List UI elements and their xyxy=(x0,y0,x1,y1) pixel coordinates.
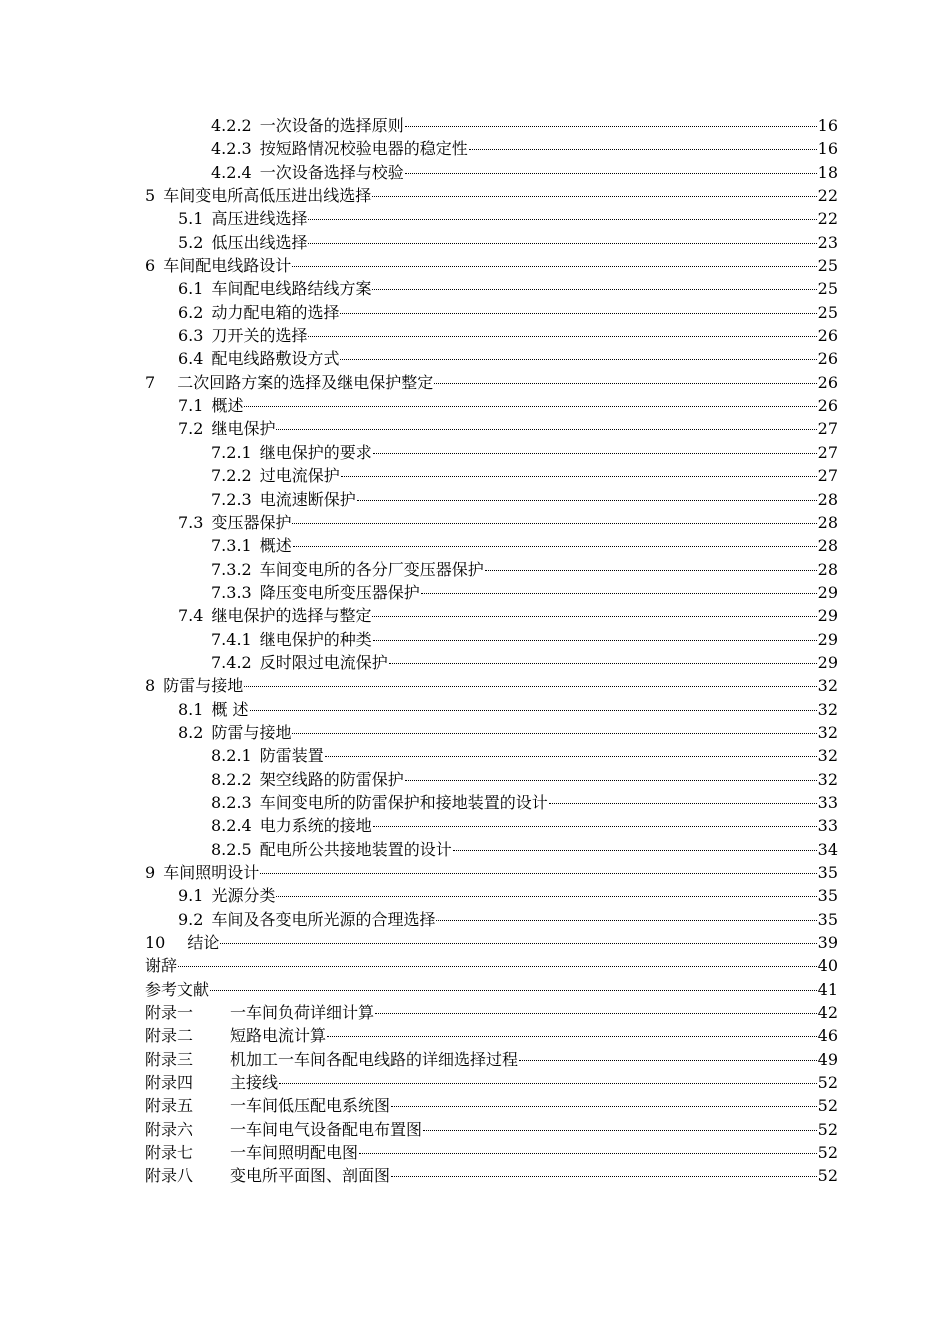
toc-entry-title: 一车间低压配电系统图 xyxy=(230,1096,391,1116)
toc-page-number: 42 xyxy=(817,1003,838,1023)
toc-entry[interactable] xyxy=(145,884,838,907)
toc-entry-number: 10 xyxy=(145,933,166,953)
toc-page-number: 35 xyxy=(817,863,838,882)
toc-entry-number: 8.2.4 xyxy=(211,816,252,836)
toc-entry-title: 短路电流计算 xyxy=(230,1026,327,1046)
toc-entry-title: 反时限过电流保护 xyxy=(259,652,388,672)
toc-page-number: 28 xyxy=(817,512,838,532)
toc-entry-number: 7.4.1 xyxy=(211,629,252,649)
toc-page-number: 32 xyxy=(817,769,838,789)
toc-entry-number: 6.2 xyxy=(178,302,204,322)
toc-entry[interactable] xyxy=(145,978,838,1001)
toc-entry-title: 参考文献 xyxy=(145,979,210,999)
toc-dot-leader xyxy=(423,1129,817,1131)
toc-entry-title: 二次回路方案的选择及继电保护整定 xyxy=(177,372,434,392)
toc-page-number: 22 xyxy=(817,186,838,206)
toc-entry[interactable] xyxy=(145,838,838,861)
toc-entry-number: 8.2.5 xyxy=(211,839,252,859)
toc-entry-number: 6.1 xyxy=(178,279,204,299)
toc-dot-leader xyxy=(276,428,816,430)
toc-entry-title: 车间变电所的各分厂变压器保护 xyxy=(259,559,484,579)
toc-entry-title: 变压器保护 xyxy=(211,512,292,532)
toc-entry-number: 9.2 xyxy=(178,909,204,929)
toc-dot-leader xyxy=(485,569,817,571)
toc-entry-title: 一车间负荷详细计算 xyxy=(230,1003,375,1023)
toc-page-number: 35 xyxy=(817,886,838,906)
toc-entry[interactable] xyxy=(145,744,838,767)
toc-entry-number: 8.2.1 xyxy=(211,746,252,766)
toc-entry-title: 架空线路的防雷保护 xyxy=(259,769,404,789)
toc-entry[interactable] xyxy=(145,231,838,254)
toc-dot-leader xyxy=(250,709,817,711)
toc-entry[interactable] xyxy=(145,1094,838,1117)
toc-dot-leader xyxy=(276,895,816,897)
toc-entry-number: 7.3.1 xyxy=(211,536,252,556)
toc-dot-leader xyxy=(292,265,816,267)
toc-entry-title: 概 述 xyxy=(211,699,249,719)
toc-page-number: 32 xyxy=(817,722,838,742)
toc-page-number: 26 xyxy=(817,349,838,369)
toc-entry[interactable] xyxy=(145,1024,838,1047)
toc-entry[interactable] xyxy=(145,1118,838,1141)
toc-entry-number: 4.2.3 xyxy=(211,139,252,159)
toc-page-number: 26 xyxy=(817,396,838,416)
toc-appendix-label: 附录八 xyxy=(145,1166,194,1186)
toc-entry-number: 7.2.1 xyxy=(211,442,252,462)
toc-entry[interactable] xyxy=(145,371,838,394)
toc-dot-leader xyxy=(308,242,816,244)
toc-dot-leader xyxy=(391,1105,817,1107)
toc-entry-title: 刀开关的选择 xyxy=(211,326,308,346)
toc-appendix-label: 附录二 xyxy=(145,1026,194,1046)
toc-entry[interactable] xyxy=(145,814,838,837)
toc-entry-title: 配电所公共接地装置的设计 xyxy=(259,839,452,859)
toc-entry-number: 8 xyxy=(145,676,156,696)
toc-entry-title: 动力配电箱的选择 xyxy=(211,302,340,322)
toc-appendix-label: 附录七 xyxy=(145,1143,194,1163)
toc-entry-number: 8.2 xyxy=(178,722,204,742)
toc-dot-leader xyxy=(372,288,816,290)
toc-dot-leader xyxy=(421,592,817,594)
toc-entry[interactable] xyxy=(145,417,838,440)
toc-dot-leader xyxy=(373,825,817,827)
toc-dot-leader xyxy=(373,452,817,454)
toc-entry[interactable] xyxy=(145,721,838,744)
toc-entry-title: 车间及各变电所光源的合理选择 xyxy=(211,909,436,929)
toc-page-number: 27 xyxy=(817,419,838,439)
toc-entry[interactable] xyxy=(145,441,838,464)
toc-entry-title: 车间照明设计 xyxy=(163,863,260,882)
toc-entry[interactable] xyxy=(145,347,838,370)
toc-entry-title: 车间配电线路设计 xyxy=(163,256,292,276)
toc-page-number: 26 xyxy=(817,372,838,392)
toc-dot-leader xyxy=(549,802,817,804)
toc-page-number: 25 xyxy=(817,256,838,276)
toc-entry-number: 6.4 xyxy=(178,349,204,369)
toc-dot-leader xyxy=(357,499,817,501)
toc-dot-leader xyxy=(453,849,817,851)
toc-dot-leader xyxy=(327,1035,817,1037)
toc-entry[interactable] xyxy=(145,488,838,511)
toc-page-number: 25 xyxy=(817,302,838,322)
toc-entry-number: 7.3.2 xyxy=(211,559,252,579)
toc-entry-number: 7.3.3 xyxy=(211,582,252,602)
toc-entry-title: 结论 xyxy=(187,933,220,953)
toc-entry-title: 低压出线选择 xyxy=(211,232,308,252)
table-of-contents xyxy=(145,114,838,1188)
toc-page-number: 32 xyxy=(817,676,838,696)
toc-dot-leader xyxy=(340,312,816,314)
toc-page-number: 52 xyxy=(817,1096,838,1116)
toc-page-number: 27 xyxy=(817,442,838,462)
toc-entry-title: 电力系统的接地 xyxy=(259,816,372,836)
toc-entry-title: 防雷装置 xyxy=(259,746,324,766)
toc-dot-leader xyxy=(373,639,817,641)
toc-entry[interactable] xyxy=(145,394,838,417)
toc-entry[interactable] xyxy=(145,464,838,487)
toc-dot-leader xyxy=(210,989,817,991)
toc-entry-number: 5.1 xyxy=(178,209,204,229)
toc-entry-title: 主接线 xyxy=(230,1073,279,1093)
toc-entry[interactable] xyxy=(145,114,838,137)
toc-entry[interactable] xyxy=(145,1141,838,1164)
toc-page-number: 52 xyxy=(817,1143,838,1163)
toc-appendix-label: 附录三 xyxy=(145,1049,194,1069)
toc-entry-number: 7.4.2 xyxy=(211,652,252,672)
toc-entry-title: 继电保护的种类 xyxy=(259,629,372,649)
toc-entry[interactable] xyxy=(145,954,838,977)
toc-entry-number: 7.2.3 xyxy=(211,489,252,509)
toc-dot-leader xyxy=(469,148,817,150)
toc-entry-title: 降压变电所变压器保护 xyxy=(259,582,420,602)
toc-entry[interactable] xyxy=(145,768,838,791)
toc-entry[interactable] xyxy=(145,628,838,651)
toc-dot-leader xyxy=(391,1175,817,1177)
toc-page-number: 52 xyxy=(817,1119,838,1139)
toc-entry-title: 车间变电所高低压进出线选择 xyxy=(163,186,372,206)
toc-dot-leader xyxy=(372,615,816,617)
toc-entry[interactable] xyxy=(145,791,838,814)
toc-page-number: 28 xyxy=(817,559,838,579)
toc-page-number: 41 xyxy=(817,979,838,999)
toc-page-number: 16 xyxy=(817,116,838,135)
toc-entry-title: 一次设备的选择原则 xyxy=(259,116,404,135)
toc-dot-leader xyxy=(178,965,817,967)
toc-entry-title: 继电保护的要求 xyxy=(259,442,372,462)
toc-dot-leader xyxy=(341,475,817,477)
toc-entry-title: 谢辞 xyxy=(145,956,178,976)
toc-dot-leader xyxy=(519,1059,817,1061)
toc-entry[interactable] xyxy=(145,184,838,207)
toc-page-number: 28 xyxy=(817,489,838,509)
toc-entry-number: 5.2 xyxy=(178,232,204,252)
toc-entry[interactable] xyxy=(145,861,838,884)
toc-entry-title: 光源分类 xyxy=(211,886,276,906)
toc-entry-number: 4.2.4 xyxy=(211,162,252,182)
toc-dot-leader xyxy=(372,195,816,197)
toc-entry[interactable] xyxy=(145,581,838,604)
toc-page-number: 34 xyxy=(817,839,838,859)
toc-entry-title: 继电保护的选择与整定 xyxy=(211,606,372,626)
toc-dot-leader xyxy=(308,218,816,220)
toc-entry-number: 9 xyxy=(145,863,156,882)
toc-entry-title: 继电保护 xyxy=(211,419,276,439)
toc-entry-number: 8.1 xyxy=(178,699,204,719)
toc-entry-title: 高压进线选择 xyxy=(211,209,308,229)
toc-page-number: 22 xyxy=(817,209,838,229)
toc-dot-leader xyxy=(340,358,816,360)
toc-dot-leader xyxy=(359,1152,817,1154)
toc-dot-leader xyxy=(244,405,816,407)
toc-entry-number: 7.2.2 xyxy=(211,466,252,486)
toc-dot-leader xyxy=(293,545,817,547)
toc-entry[interactable] xyxy=(145,1048,838,1071)
toc-page-number: 29 xyxy=(817,582,838,602)
toc-entry[interactable] xyxy=(145,1164,838,1187)
toc-dot-leader xyxy=(436,919,816,921)
toc-page-number: 29 xyxy=(817,652,838,672)
toc-entry[interactable] xyxy=(145,277,838,300)
toc-page-number: 25 xyxy=(817,279,838,299)
toc-page-number: 52 xyxy=(817,1073,838,1093)
toc-page-number: 32 xyxy=(817,746,838,766)
toc-entry-number: 6 xyxy=(145,256,156,276)
toc-entry[interactable] xyxy=(145,534,838,557)
toc-page-number: 52 xyxy=(817,1166,838,1186)
toc-dot-leader xyxy=(325,755,817,757)
toc-dot-leader xyxy=(405,125,817,127)
toc-entry-title: 概述 xyxy=(211,396,244,416)
toc-entry-title: 配电线路敷设方式 xyxy=(211,349,340,369)
toc-page-number: 35 xyxy=(817,909,838,929)
toc-dot-leader xyxy=(260,872,816,874)
toc-page-number: 46 xyxy=(817,1026,838,1046)
toc-entry[interactable] xyxy=(145,301,838,324)
toc-dot-leader xyxy=(292,732,816,734)
toc-page-number: 33 xyxy=(817,816,838,836)
toc-entry-title: 一车间电气设备配电布置图 xyxy=(230,1119,423,1139)
toc-page-number: 39 xyxy=(817,933,838,953)
toc-entry[interactable] xyxy=(145,137,838,160)
toc-entry-number: 4.2.2 xyxy=(211,116,252,135)
toc-page-number: 29 xyxy=(817,606,838,626)
toc-dot-leader xyxy=(220,942,816,944)
toc-entry-title: 过电流保护 xyxy=(259,466,340,486)
toc-appendix-label: 附录六 xyxy=(145,1119,194,1139)
toc-entry[interactable] xyxy=(145,324,838,347)
toc-page-number: 33 xyxy=(817,792,838,812)
toc-page-number: 26 xyxy=(817,326,838,346)
toc-appendix-label: 附录一 xyxy=(145,1003,194,1023)
toc-page-number: 28 xyxy=(817,536,838,556)
toc-page-number: 18 xyxy=(817,162,838,182)
toc-entry[interactable] xyxy=(145,254,838,277)
toc-entry-title: 防雷与接地 xyxy=(163,676,244,696)
toc-dot-leader xyxy=(292,522,816,524)
toc-entry-title: 一次设备选择与校验 xyxy=(259,162,404,182)
toc-entry-number: 7.2 xyxy=(178,419,204,439)
toc-entry-number: 7.4 xyxy=(178,606,204,626)
toc-dot-leader xyxy=(308,335,816,337)
toc-dot-leader xyxy=(244,685,816,687)
toc-entry[interactable] xyxy=(145,931,838,954)
toc-entry-title: 机加工一车间各配电线路的详细选择过程 xyxy=(230,1049,519,1069)
toc-appendix-label: 附录四 xyxy=(145,1073,194,1093)
toc-page-number: 40 xyxy=(817,956,838,976)
toc-entry-title: 车间配电线路结线方案 xyxy=(211,279,372,299)
toc-entry-title: 电流速断保护 xyxy=(259,489,356,509)
toc-page-number: 49 xyxy=(817,1049,838,1069)
toc-entry[interactable] xyxy=(145,651,838,674)
toc-entry-title: 变电所平面图、剖面图 xyxy=(230,1166,391,1186)
toc-dot-leader xyxy=(434,382,816,384)
toc-entry-number: 7.3 xyxy=(178,512,204,532)
toc-entry[interactable] xyxy=(145,161,838,184)
toc-entry[interactable] xyxy=(145,511,838,534)
toc-entry-number: 8.2.3 xyxy=(211,792,252,812)
toc-appendix-label: 附录五 xyxy=(145,1096,194,1116)
toc-entry[interactable] xyxy=(145,604,838,627)
toc-entry-number: 9.1 xyxy=(178,886,204,906)
toc-page-number: 16 xyxy=(817,139,838,159)
toc-entry[interactable] xyxy=(145,674,838,697)
toc-dot-leader xyxy=(279,1082,817,1084)
toc-dot-leader xyxy=(389,662,817,664)
toc-entry-title: 一车间照明配电图 xyxy=(230,1143,359,1163)
toc-entry-number: 5 xyxy=(145,186,156,206)
toc-entry-number: 8.2.2 xyxy=(211,769,252,789)
toc-entry-title: 车间变电所的防雷保护和接地装置的设计 xyxy=(259,792,548,812)
toc-entry-title: 防雷与接地 xyxy=(211,722,292,742)
toc-dot-leader xyxy=(405,172,817,174)
toc-entry[interactable] xyxy=(145,207,838,230)
toc-entry[interactable] xyxy=(145,1071,838,1094)
toc-entry-title: 概述 xyxy=(259,536,292,556)
toc-page-number: 23 xyxy=(817,232,838,252)
toc-entry-number: 7 xyxy=(145,372,156,392)
toc-entry-title: 按短路情况校验电器的稳定性 xyxy=(259,139,468,159)
toc-dot-leader xyxy=(375,1012,817,1014)
toc-entry[interactable] xyxy=(145,698,838,721)
toc-entry[interactable] xyxy=(145,1001,838,1024)
toc-entry-number: 6.3 xyxy=(178,326,204,346)
toc-entry[interactable] xyxy=(145,908,838,931)
toc-page-number: 32 xyxy=(817,699,838,719)
toc-dot-leader xyxy=(405,779,817,781)
toc-page-number: 29 xyxy=(817,629,838,649)
toc-page-number: 27 xyxy=(817,466,838,486)
toc-entry[interactable] xyxy=(145,558,838,581)
toc-entry-number: 7.1 xyxy=(178,396,204,416)
